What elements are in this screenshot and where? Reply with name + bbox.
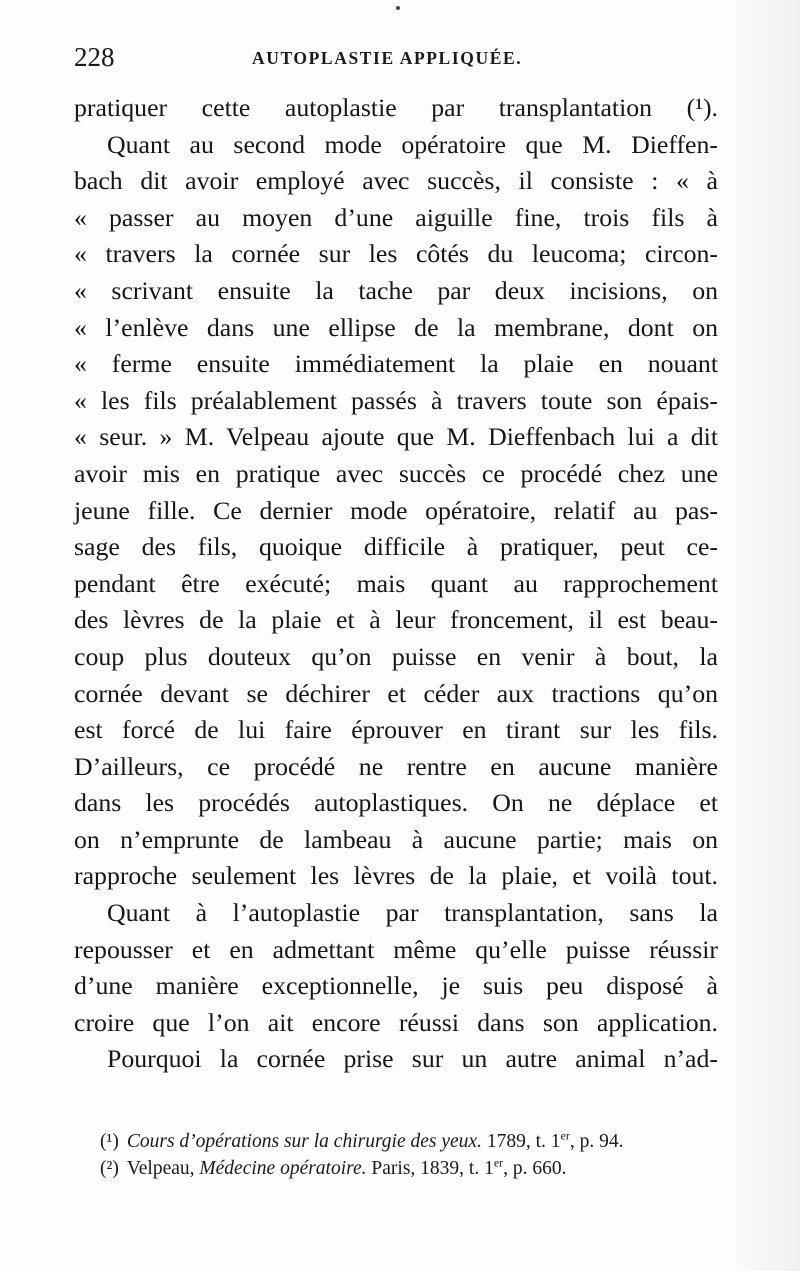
footnote-sup: er <box>493 1155 504 1170</box>
text-line: « l’enlève dans une ellipse de la membrane, dont on <box>74 312 718 342</box>
footnote-title: Médecine opératoire. <box>199 1158 367 1179</box>
text-line: dans les procédés autoplastiques. On ne déplace et <box>74 788 718 818</box>
text-line: bach dit avoir employé avec succès, il consiste : « à <box>74 166 718 196</box>
text-line: des lèvres de la plaie et à leur froncement, il est beau- <box>74 605 718 635</box>
footnote-mark: (²) <box>100 1158 119 1179</box>
text-line: « passer au moyen d’une aiguille fine, trois fils à <box>74 202 718 232</box>
footnote-sup: er <box>560 1128 570 1143</box>
text-line: est forcé de lui faire éprouver en tirant sur les fils. <box>74 715 718 745</box>
text-line: Pourquoi la cornée prise sur un autre animal n’ad- <box>107 1044 718 1074</box>
footnote-page: , p. 660. <box>503 1158 567 1179</box>
text-line: D’ailleurs, ce procédé ne rentre en aucune manière <box>74 751 718 781</box>
footnote-ref: Paris, 1839, t. 1 <box>366 1158 494 1179</box>
footnote-mark: (¹) <box>100 1131 119 1152</box>
text-line: jeune fille. Ce dernier mode opératoire, relatif au pas- <box>74 495 718 525</box>
text-line: cornée devant se déchirer et céder aux tractions qu’on <box>74 678 718 708</box>
page-number: 228 <box>74 42 115 72</box>
footnote-author: Velpeau, <box>126 1158 200 1179</box>
text-line: d’une manière exceptionnelle, je suis peu disposé à <box>74 971 718 1001</box>
footnote-title: Cours d’opérations sur la chirurgie des yeux. <box>126 1131 482 1152</box>
footnote-ref: 1789, t. 1 <box>481 1131 561 1152</box>
text-line: « seur. » M. Velpeau ajoute que M. Dieffenbach lui a dit <box>74 422 718 452</box>
text-line: croire que l’on ait encore réussi dans son application. <box>74 1007 718 1037</box>
text-line: coup plus douteux qu’on puisse en venir à bout, la <box>74 641 718 671</box>
text-line: « travers la cornée sur les côtés du leucoma; circon- <box>74 239 718 269</box>
body-text <box>74 90 718 1078</box>
footnote-1 <box>100 1128 720 1155</box>
text-line: « ferme ensuite immédiatement la plaie en nouant <box>74 349 718 379</box>
text-line: repousser et en admettant même qu’elle puisse réussir <box>74 934 718 964</box>
text-line: on n’emprunte de lambeau à aucune partie; mais on <box>74 824 718 854</box>
text-line: rapproche seulement les lèvres de la plaie, et voilà tout. <box>74 861 718 891</box>
text-line: pratiquer cette autoplastie par transplantation (¹). <box>74 93 718 122</box>
text-line: Quant au second mode opératoire que M. Dieffen- <box>107 129 718 159</box>
footnote-2 <box>100 1155 720 1182</box>
footnotes <box>100 1128 720 1182</box>
text-line: « les fils préalablement passés à travers toute son épais- <box>74 385 718 415</box>
page-gutter-shadow <box>722 0 800 1271</box>
ink-speck <box>396 6 400 10</box>
text-line: Quant à l’autoplastie par transplantation, sans la <box>107 898 718 928</box>
text-line: avoir mis en pratique avec succès ce procédé chez une <box>74 458 718 488</box>
running-head: AUTOPLASTIE APPLIQUÉE. <box>252 48 523 68</box>
text-line: sage des fils, quoique difficile à pratiquer, peut ce- <box>74 532 718 562</box>
text-line: pendant être exécuté; mais quant au rapprochement <box>74 568 718 598</box>
page-header <box>74 38 724 78</box>
footnote-page: , p. 94. <box>569 1131 624 1152</box>
text-line: « scrivant ensuite la tache par deux incisions, on <box>74 275 718 305</box>
